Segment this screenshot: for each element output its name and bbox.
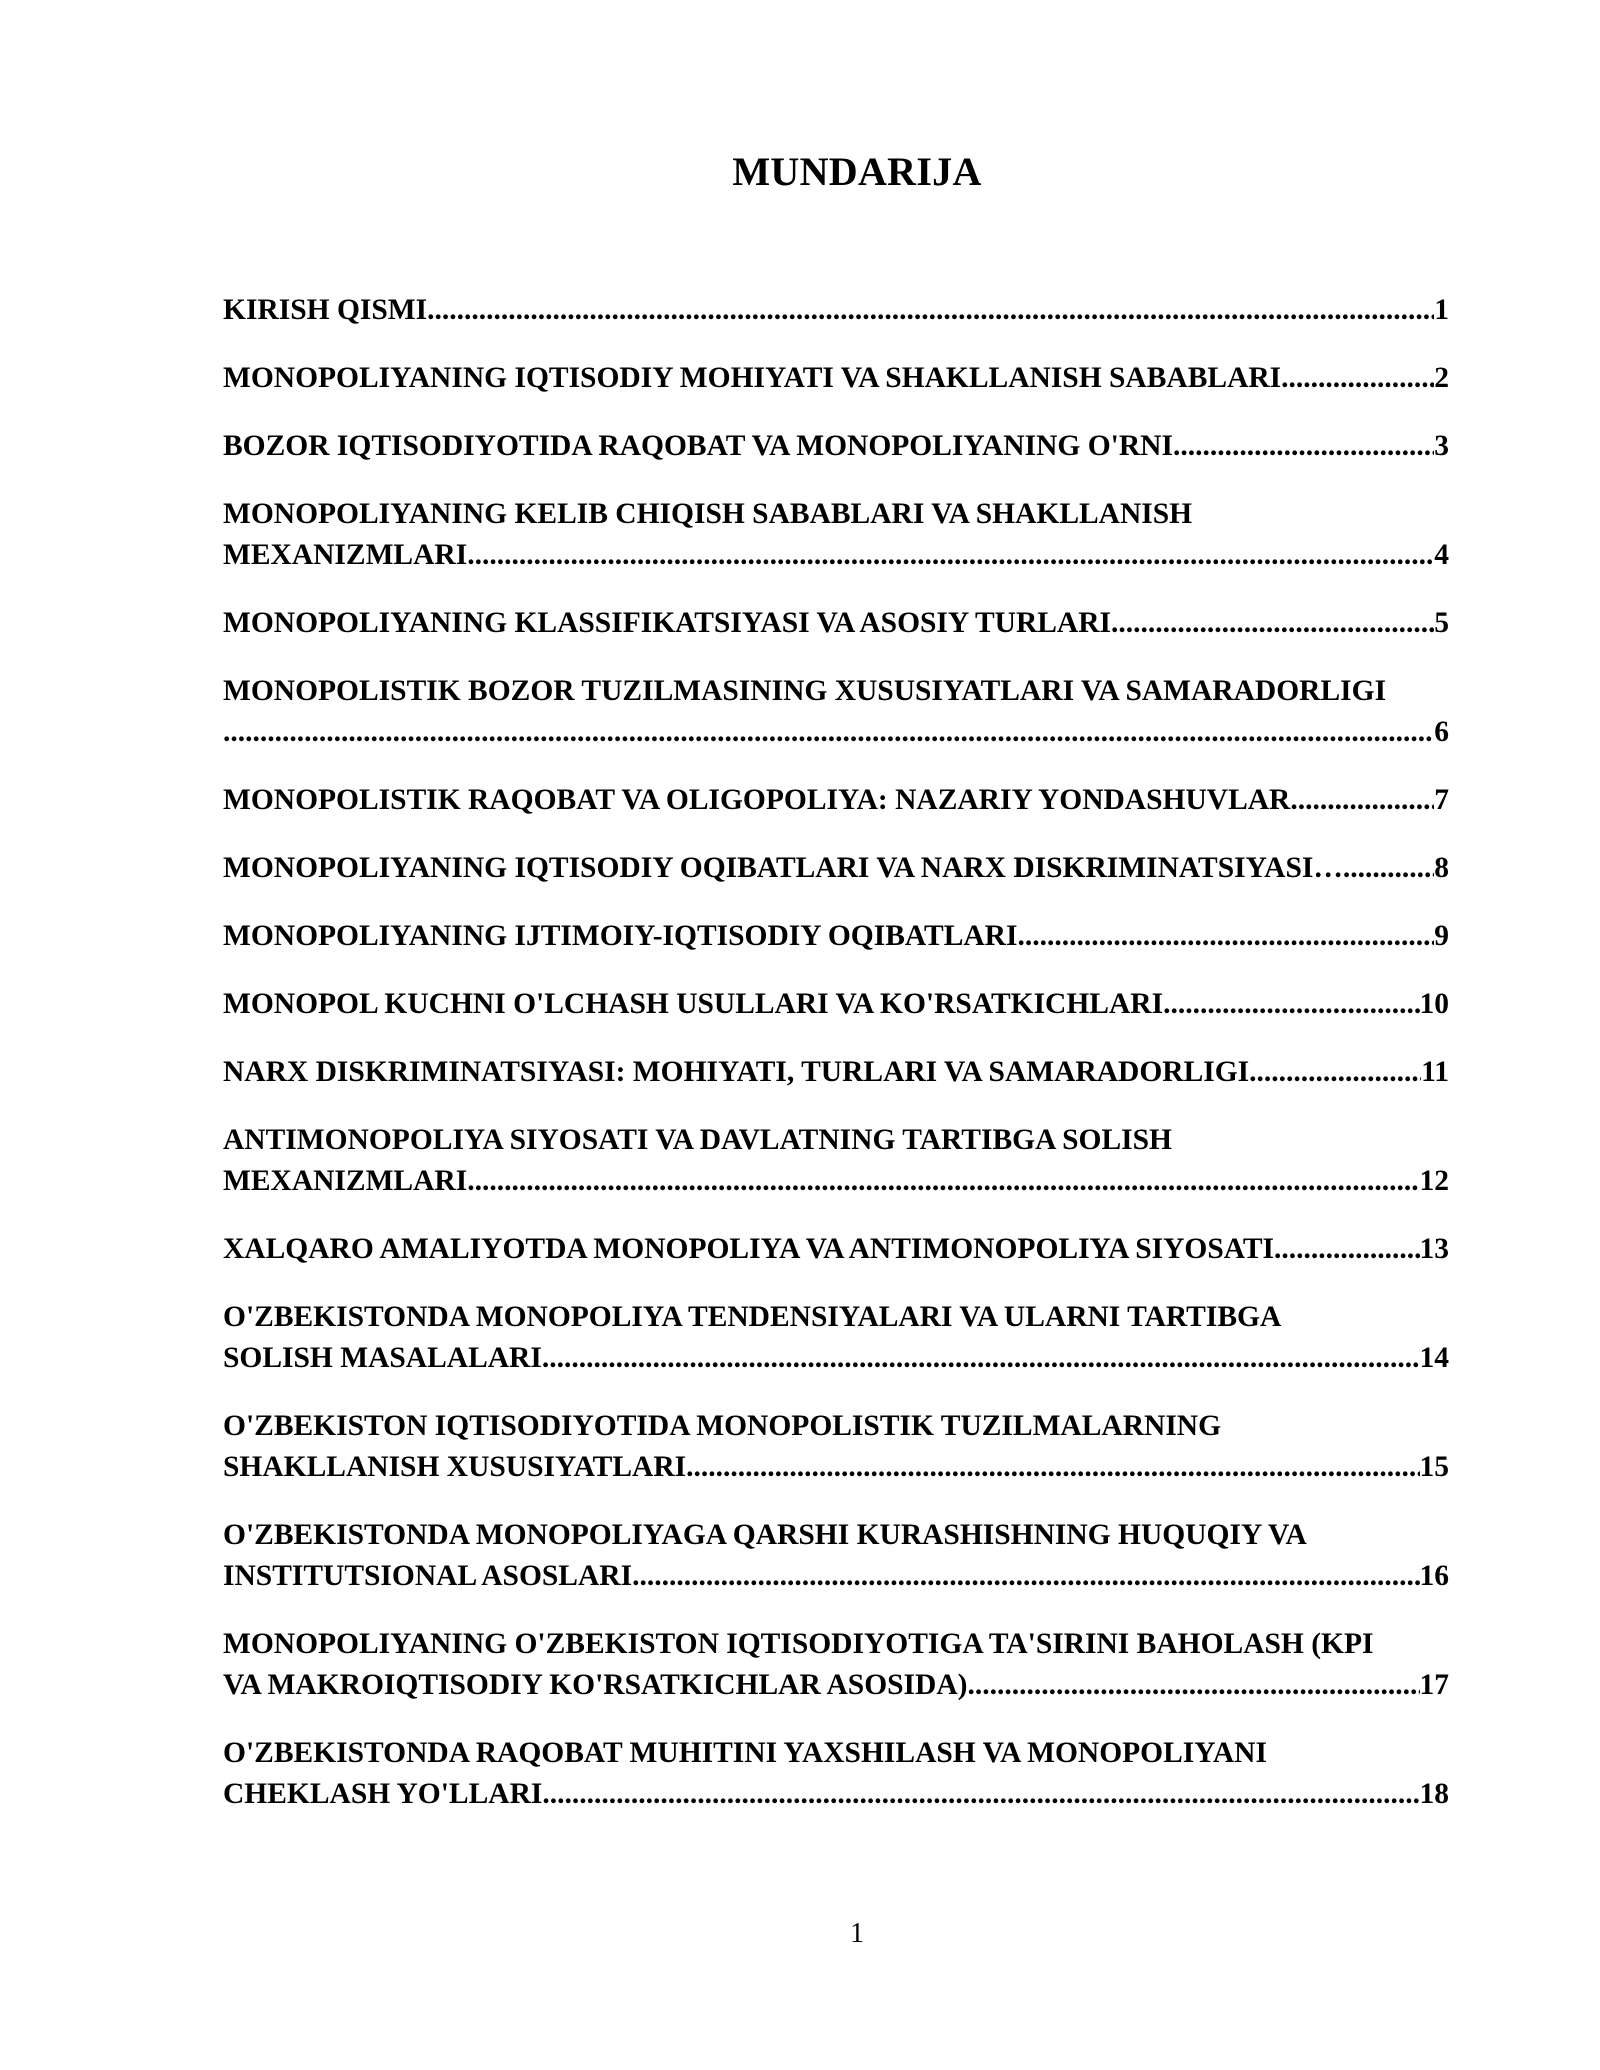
- toc-entry-page-number: 2: [1434, 362, 1449, 394]
- toc-entry-row: [223, 1774, 1449, 1815]
- dot-leader: [1290, 780, 1434, 821]
- dot-leader: [686, 1447, 1419, 1488]
- toc-entry[interactable]: [223, 494, 1449, 576]
- toc-entry-title: SHAKLLANISH XUSUSIYATLARI: [223, 1451, 687, 1483]
- toc-entry-title: INSTITUTSIONAL ASOSLARI: [223, 1560, 633, 1592]
- toc-entry-page-number: 7: [1434, 784, 1449, 816]
- toc-entry-title-line: ANTIMONOPOLIYA SIYOSATI VA DAVLATNING TARTIBGA SOLISH: [223, 1124, 1172, 1156]
- toc-entry-row: [223, 984, 1449, 1025]
- toc-entry[interactable]: [223, 358, 1449, 399]
- toc-entry[interactable]: [223, 1229, 1449, 1270]
- toc-entry-row: [223, 290, 1449, 331]
- toc-entry[interactable]: [223, 1733, 1449, 1815]
- toc-entry-title: KIRISH QISMI: [223, 294, 428, 326]
- toc-entry[interactable]: [223, 426, 1449, 467]
- toc-entry-row: [223, 848, 1449, 889]
- dot-leader: [223, 712, 1434, 753]
- toc-entry-row: [223, 535, 1449, 576]
- dot-leader: [1173, 426, 1434, 467]
- toc-entry-page-number: 16: [1419, 1560, 1449, 1592]
- toc-entry-title-line: MONOPOLIYANING O'ZBEKISTON IQTISODIYOTIGA TA'SIRINI BAHOLASH (KPI: [223, 1628, 1374, 1660]
- toc-entry[interactable]: [223, 1624, 1449, 1706]
- toc-entry-page-number: 13: [1419, 1233, 1449, 1265]
- toc-entry-title: CHEKLASH YO'LLARI: [223, 1778, 543, 1810]
- toc-entry-title: MEXANIZMLARI: [223, 1165, 468, 1197]
- toc-entry-page-number: 8: [1434, 852, 1449, 884]
- toc-entry-title: MONOPOLIYANING IQTISODIY OQIBATLARI VA NARX DISKRIMINATSIYASI…: [223, 852, 1343, 884]
- dot-leader: [1343, 848, 1434, 889]
- toc-entry-row: [223, 358, 1449, 399]
- toc-entry-title: MEXANIZMLARI: [223, 539, 468, 571]
- table-of-contents: [223, 290, 1449, 1842]
- toc-entry-row: [223, 1338, 1449, 1379]
- toc-entry[interactable]: [223, 984, 1449, 1025]
- dot-leader: [467, 1161, 1419, 1202]
- dot-leader: [632, 1556, 1419, 1597]
- toc-entry-page-number: 4: [1434, 539, 1449, 571]
- toc-entry[interactable]: [223, 1515, 1449, 1597]
- dot-leader: [1017, 916, 1434, 957]
- toc-entry-title: BOZOR IQTISODIYOTIDA RAQOBAT VA MONOPOLIYANING O'RNI: [223, 430, 1173, 462]
- toc-entry-page-number: 3: [1434, 430, 1449, 462]
- toc-entry-page-number: 6: [1434, 716, 1449, 748]
- page-number: 1: [850, 1918, 864, 1949]
- toc-entry-title: MONOPOLIYANING KLASSIFIKATSIYASI VA ASOSIY TURLARI: [223, 607, 1112, 639]
- toc-entry-title: MONOPOLISTIK RAQOBAT VA OLIGOPOLIYA: NAZARIY YONDASHUVLAR: [223, 784, 1291, 816]
- toc-entry-row: [223, 916, 1449, 957]
- toc-entry[interactable]: [223, 290, 1449, 331]
- toc-entry-page-number: 17: [1419, 1669, 1449, 1701]
- toc-entry-row: [223, 1665, 1449, 1706]
- dot-leader: [1249, 1052, 1421, 1093]
- toc-entry[interactable]: [223, 603, 1449, 644]
- toc-entry-title-line: O'ZBEKISTONDA MONOPOLIYA TENDENSIYALARI VA ULARNI TARTIBGA: [223, 1301, 1282, 1333]
- dot-leader: [967, 1665, 1419, 1706]
- toc-entry-title: NARX DISKRIMINATSIYASI: MOHIYATI, TURLARI VA SAMARADORLIGI: [223, 1056, 1250, 1088]
- dot-leader: [542, 1774, 1419, 1815]
- toc-entry-title: VA MAKROIQTISODIY KO'RSATKICHLAR ASOSIDA): [223, 1669, 968, 1701]
- toc-entry-page-number: 10: [1419, 988, 1449, 1020]
- toc-entry-title-line: O'ZBEKISTON IQTISODIYOTIDA MONOPOLISTIK TUZILMALARNING: [223, 1410, 1222, 1442]
- dot-leader: [542, 1338, 1420, 1379]
- toc-entry-row: [223, 1229, 1449, 1270]
- toc-entry-title: MONOPOL KUCHNI O'LCHASH USULLARI VA KO'RSATKICHLARI: [223, 988, 1164, 1020]
- toc-entry-page-number: 5: [1434, 607, 1449, 639]
- toc-entry-page-number: 14: [1419, 1342, 1449, 1374]
- dot-leader: [427, 290, 1434, 331]
- toc-entry-row: [223, 1447, 1449, 1488]
- toc-entry-page-number: 1: [1434, 294, 1449, 326]
- toc-entry-title-line: MONOPOLIYANING KELIB CHIQISH SABABLARI VA SHAKLLANISH: [223, 498, 1193, 530]
- page-title: MUNDARIJA: [732, 149, 982, 194]
- toc-entry[interactable]: [223, 671, 1449, 753]
- toc-entry[interactable]: [223, 780, 1449, 821]
- toc-entry-title-line: MONOPOLISTIK BOZOR TUZILMASINING XUSUSIYATLARI VA SAMARADORLIGI: [223, 675, 1387, 707]
- dot-leader: [1163, 984, 1419, 1025]
- toc-entry-title: SOLISH MASALALARI: [223, 1342, 542, 1374]
- toc-entry[interactable]: [223, 916, 1449, 957]
- toc-entry-row: [223, 603, 1449, 644]
- toc-entry[interactable]: [223, 1406, 1449, 1488]
- toc-entry-page-number: 12: [1419, 1165, 1449, 1197]
- toc-entry-row: [223, 1556, 1449, 1597]
- toc-entry-title-line: O'ZBEKISTONDA RAQOBAT MUHITINI YAXSHILASH VA MONOPOLIYANI: [223, 1737, 1267, 1769]
- toc-entry-title-line: O'ZBEKISTONDA MONOPOLIYAGA QARSHI KURASHISHNING HUQUQIY VA: [223, 1519, 1307, 1551]
- dot-leader: [467, 535, 1434, 576]
- toc-entry-page-number: 11: [1421, 1056, 1449, 1088]
- toc-entry-row: [223, 780, 1449, 821]
- toc-entry-title: MONOPOLIYANING IJTIMOIY-IQTISODIY OQIBATLARI: [223, 920, 1018, 952]
- toc-entry-row: [223, 426, 1449, 467]
- dot-leader: [1281, 358, 1434, 399]
- toc-entry[interactable]: [223, 1297, 1449, 1379]
- toc-entry-row: [223, 1161, 1449, 1202]
- toc-entry-title: MONOPOLIYANING IQTISODIY MOHIYATI VA SHAKLLANISH SABABLARI: [223, 362, 1282, 394]
- toc-entry-row: [223, 712, 1449, 753]
- toc-entry[interactable]: [223, 848, 1449, 889]
- dot-leader: [1111, 603, 1434, 644]
- toc-entry-page-number: 9: [1434, 920, 1449, 952]
- toc-entry[interactable]: [223, 1052, 1449, 1093]
- toc-entry[interactable]: [223, 1120, 1449, 1202]
- toc-entry-page-number: 18: [1419, 1778, 1449, 1810]
- toc-entry-page-number: 15: [1419, 1451, 1449, 1483]
- dot-leader: [1274, 1229, 1419, 1270]
- toc-entry-title: XALQARO AMALIYOTDA MONOPOLIYA VA ANTIMONOPOLIYA SIYOSATI: [223, 1233, 1275, 1265]
- toc-entry-row: [223, 1052, 1449, 1093]
